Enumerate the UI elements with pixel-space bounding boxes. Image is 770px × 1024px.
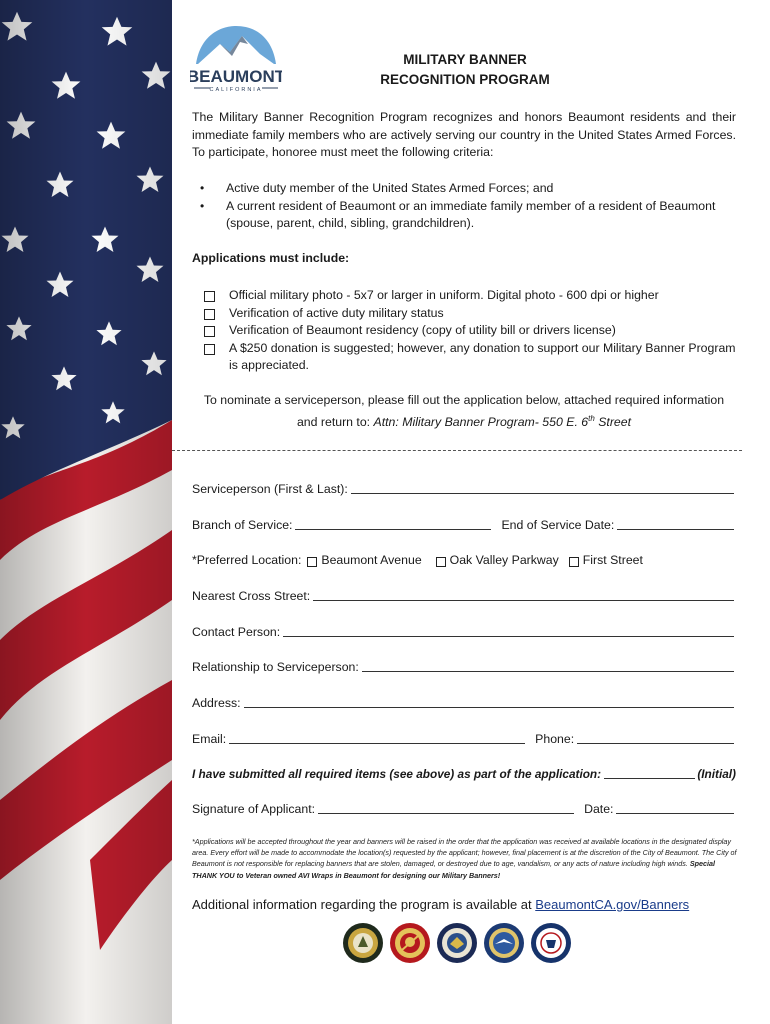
submitted-row xyxy=(192,766,736,781)
serviceperson-row xyxy=(192,481,736,496)
location-row: *Preferred Location: Beaumont Avenue Oak Valley Parkway First Street xyxy=(192,553,643,567)
email-row xyxy=(192,731,736,746)
checkbox-icon xyxy=(204,291,215,302)
end-date-label: End of Service Date: xyxy=(501,518,615,532)
list-item: Verification of active duty military status xyxy=(204,305,736,323)
beaumont-logo xyxy=(190,22,282,94)
requirements-list xyxy=(204,287,736,375)
bullet-icon: • xyxy=(200,198,205,213)
initial-label: (Initial) xyxy=(697,767,736,781)
branch-field[interactable] xyxy=(295,517,491,530)
initial-field[interactable] xyxy=(604,766,695,779)
contact-label: Contact Person: xyxy=(192,625,281,639)
coast-guard-seal-icon xyxy=(530,922,572,964)
signature-label: Signature of Applicant: xyxy=(192,802,316,816)
contact-row xyxy=(192,624,736,639)
date-field[interactable] xyxy=(616,801,734,814)
cross-street-label: Nearest Cross Street: xyxy=(192,589,311,603)
logo-subtitle: CALIFORNIA xyxy=(209,87,263,93)
nomination-instructions: To nominate a serviceperson, please fill out the application below, attached required information and return to: Attn: Military Banner Program- 550 E. 6th Street xyxy=(203,393,725,429)
requirements-heading: Applications must include: xyxy=(192,251,350,265)
document-title xyxy=(330,50,600,90)
serviceperson-field[interactable] xyxy=(351,481,734,494)
checkbox-icon xyxy=(204,344,215,355)
location-checkbox-3[interactable] xyxy=(569,557,579,567)
location-checkbox-1[interactable] xyxy=(307,557,317,567)
list-item: A $250 donation is suggested; however, any donation to support our Military Banner Program is appreciated. xyxy=(204,340,736,375)
marines-seal-icon xyxy=(389,922,431,964)
military-seals xyxy=(342,922,572,968)
bullet-icon: • xyxy=(200,181,205,195)
cut-line-divider xyxy=(172,450,742,451)
checkbox-icon xyxy=(204,326,215,337)
email-field[interactable] xyxy=(229,731,525,744)
end-date-field[interactable] xyxy=(617,517,734,530)
list-item: Official military photo - 5x7 or larger in uniform. Digital photo - 600 dpi or higher xyxy=(204,287,736,305)
address-field[interactable] xyxy=(244,695,734,708)
branch-row xyxy=(192,517,736,532)
additional-info: Additional information regarding the program is available at BeaumontCA.gov/Banners xyxy=(192,897,690,912)
location-checkbox-2[interactable] xyxy=(436,557,446,567)
date-label: Date: xyxy=(584,802,614,816)
relationship-field[interactable] xyxy=(362,659,734,672)
return-address: Attn: Military Banner Program- 550 E. 6th Street xyxy=(373,413,632,429)
cross-street-row xyxy=(192,588,736,603)
address-row xyxy=(192,695,736,710)
american-flag-image xyxy=(0,0,172,1024)
list-item: • A current resident of Beaumont or an immediate family member of a resident of Beaumont (spouse, parent, child, sibling, grandchildren). xyxy=(200,198,736,233)
phone-field[interactable] xyxy=(577,731,734,744)
air-force-seal-icon xyxy=(483,922,525,964)
serviceperson-label: Serviceperson (First & Last): xyxy=(192,482,348,496)
signature-row xyxy=(192,801,736,816)
cross-street-field[interactable] xyxy=(313,588,734,601)
title-line-1: MILITARY BANNER xyxy=(403,52,527,67)
navy-seal-icon xyxy=(436,922,478,964)
thanks-note: Special THANK YOU to Veteran owned AVI Wraps in Beaumont for designing our Military Banners! xyxy=(192,859,716,880)
submitted-label: I have submitted all required items (see above) as part of the application: xyxy=(192,767,602,781)
banners-link[interactable]: BeaumontCA.gov/Banners xyxy=(535,897,690,912)
relationship-row xyxy=(192,659,736,674)
signature-field[interactable] xyxy=(318,801,574,814)
criteria-list xyxy=(200,180,736,233)
title-line-2: RECOGNITION PROGRAM xyxy=(380,72,550,87)
list-item: • Active duty member of the United States Armed Forces; and xyxy=(200,180,736,198)
fine-print: *Applications will be accepted throughout the year and banners will be raised in the order that the application was received at available locations in the designated display area. Every effort will be made to accommodate the location(s) requested by the applicant; however, final placement is at the discretion of the City of Beaumont. The City of Beaumont is not responsible for replacing banners that are stolen, damaged, or destroyed due to age, vandalism, or any acts of nature including high winds. Special THANK YOU to Veteran owned AVI Wraps in Beaumont for designing our Military Banners! xyxy=(192,837,737,880)
army-seal-icon xyxy=(342,922,384,964)
location-label: *Preferred Location: xyxy=(192,553,302,567)
logo-name: BEAUMONT xyxy=(190,67,282,86)
relationship-label: Relationship to Serviceperson: xyxy=(192,660,359,674)
address-label: Address: xyxy=(192,696,241,710)
email-label: Email: xyxy=(192,732,227,746)
list-item: Verification of Beaumont residency (copy of utility bill or drivers license) xyxy=(204,322,736,340)
checkbox-icon xyxy=(204,309,215,320)
branch-label: Branch of Service: xyxy=(192,518,293,532)
contact-field[interactable] xyxy=(283,624,734,637)
intro-paragraph: The Military Banner Recognition Program recognizes and honors Beaumont residents and their immediate family members who are actively serving our country in the United States Armed Forces. To participate, honoree must meet the following criteria: xyxy=(192,110,736,159)
phone-label: Phone: xyxy=(535,732,575,746)
